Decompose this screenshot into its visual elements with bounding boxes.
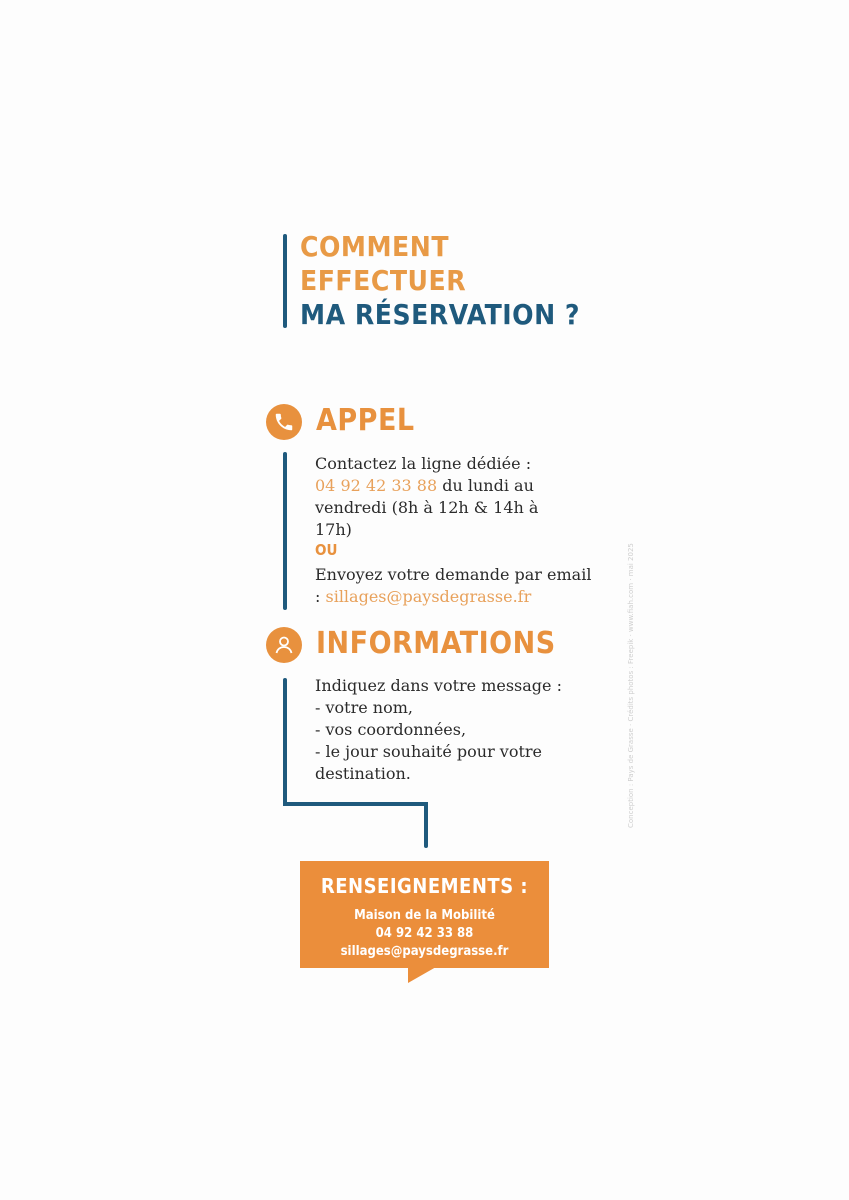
speech-bubble-tail xyxy=(408,967,436,983)
renseignements-box xyxy=(300,861,549,968)
informations-list xyxy=(315,675,585,785)
user-icon xyxy=(266,627,302,663)
appel-email-intro: Envoyez votre demande par email : xyxy=(315,565,592,606)
renseignements-heading: RENSEIGNEMENTS : xyxy=(320,874,529,898)
appel-hours: du lundi au vendredi (8h à 12h & 14h à 17h) xyxy=(315,476,539,539)
appel-heading: APPEL xyxy=(316,403,415,438)
appel-connector-line xyxy=(283,452,287,610)
title-accent-bar xyxy=(283,234,287,328)
title-line-3: MA RÉSERVATION ? xyxy=(300,298,581,331)
renseignements-email[interactable]: sillages@paysdegrasse.fr xyxy=(340,944,509,959)
appel-text xyxy=(315,453,575,541)
connector-horizontal xyxy=(283,802,428,806)
renseignements-phone[interactable]: 04 92 42 33 88 xyxy=(375,926,474,941)
informations-connector-line xyxy=(283,678,287,806)
title-line-2: EFFECTUER xyxy=(300,264,467,297)
connector-to-box xyxy=(424,802,428,848)
or-separator: OU xyxy=(315,541,338,559)
credit-text: Conception : Pays de Grasse · Crédits photos : Freepik · www.fiah.com · mai 2025 xyxy=(627,543,635,828)
appel-email-link[interactable]: sillages@paysdegrasse.fr xyxy=(325,587,532,606)
title-line-1: COMMENT xyxy=(300,230,450,263)
list-item: - vos coordonnées, xyxy=(315,720,467,739)
list-item: - votre nom, xyxy=(315,698,413,717)
appel-phone-link[interactable]: 04 92 42 33 88 xyxy=(315,476,438,495)
phone-icon xyxy=(266,404,302,440)
appel-email-text xyxy=(315,564,595,608)
appel-intro: Contactez la ligne dédiée : xyxy=(315,454,532,473)
informations-heading: INFORMATIONS xyxy=(316,626,556,661)
list-item: - le jour souhaité pour votre destination. xyxy=(315,742,543,783)
informations-intro: Indiquez dans votre message : xyxy=(315,676,562,695)
renseignements-place: Maison de la Mobilité xyxy=(354,908,495,923)
